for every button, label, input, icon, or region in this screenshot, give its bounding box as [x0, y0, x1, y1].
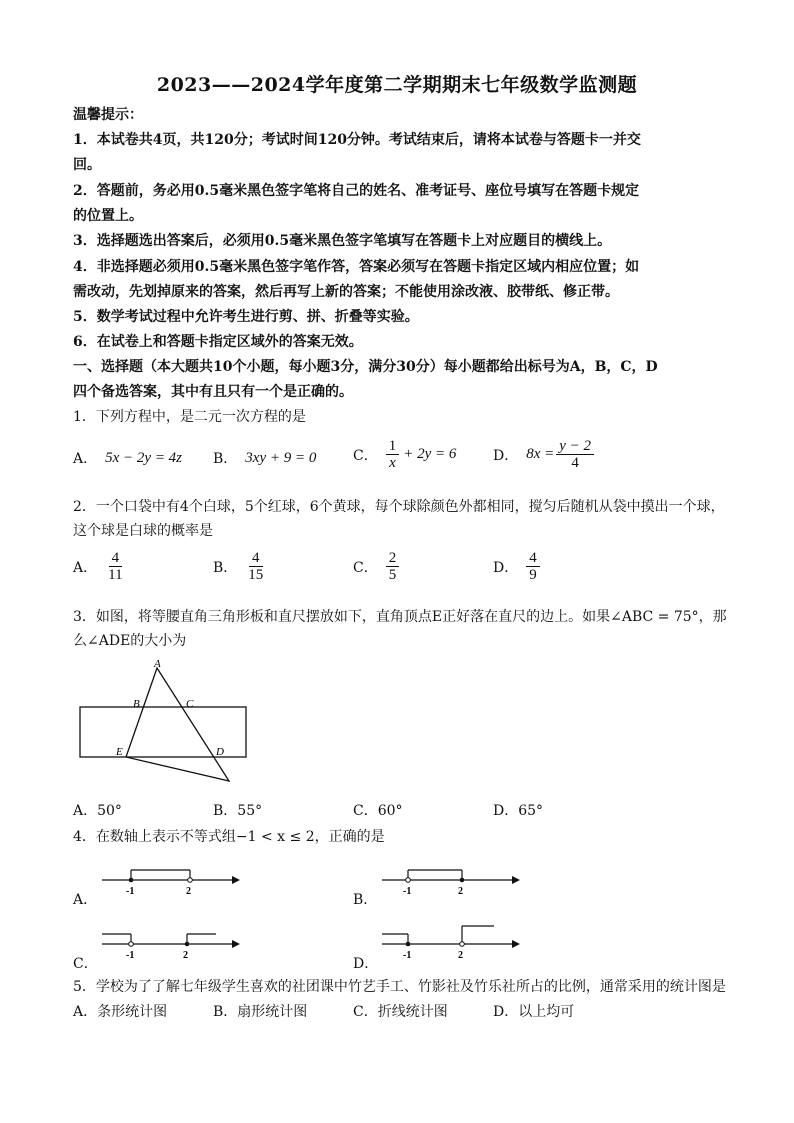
section1-line-2: 四个备选答案，其中有且只有一个是正确的。: [73, 384, 353, 400]
q5-option-d: D．以上均可: [493, 1004, 575, 1020]
notice-line-1: 1．本试卷共4页，共120分；考试时间120分钟。考试结束后，请将本试卷与答题卡一并交: [73, 132, 641, 148]
q4-option-d-label: D．: [353, 956, 379, 972]
q3-line-2: 么∠ADE的大小为: [73, 633, 187, 649]
q1-option-a: A． 5x − 2y = 4z: [73, 449, 183, 467]
q5-stem: 5．学校为了了解七年级学生喜欢的社团课中竹艺手工、竹影社及竹乐社所占的比例，通常采用的统计图是: [73, 979, 726, 995]
q2-option-a: A． $\frac{4}{11}$: [73, 550, 123, 583]
q1-stem: 1．下列方程中，是二元一次方程的是: [73, 409, 306, 425]
svg-text:-1: -1: [403, 950, 412, 961]
q3-option-a: A．50°: [73, 803, 122, 819]
label-b: B: [133, 698, 140, 710]
label-d: D: [216, 746, 224, 758]
q2-option-d: D． $\frac{4}{9}$: [493, 550, 540, 583]
svg-text:2: 2: [458, 950, 463, 961]
svg-text:-1: -1: [126, 950, 135, 961]
q4-numberline-c: [96, 920, 246, 968]
q1-option-b: B． 3xy + 9 = 0: [213, 449, 317, 467]
notice-line-7: 需改动，先划掉原来的答案，然后再写上新的答案；不能使用涂改液、胶带纸、修正带。: [73, 284, 619, 300]
q3-option-d: D．65°: [493, 803, 544, 819]
q2-line-2: 这个球是白球的概率是: [73, 523, 213, 539]
svg-text:-1: -1: [126, 886, 135, 897]
q4-option-c-label: C．: [73, 956, 98, 972]
q5-option-c: C．折线统计图: [353, 1004, 448, 1020]
q3-option-c: C．60°: [353, 803, 403, 819]
svg-text:2: 2: [186, 886, 191, 897]
notice-line-8: 5．数学考试过程中允许考生进行剪、拼、折叠等实验。: [73, 309, 419, 325]
q4-option-a-label: A．: [73, 892, 98, 908]
notice-line-9: 6．在试卷上和答题卡指定区域外的答案无效。: [73, 334, 363, 350]
notice-line-3: 2．答题前，务必用0.5毫米黑色签字笔将自己的姓名、准考证号、座位号填写在答题卡规定: [73, 183, 640, 199]
q2-line-1: 2．一个口袋中有4个白球，5个红球，6个黄球，每个球除颜色外都相同，搅匀后随机从袋中摸出一个球，: [73, 499, 725, 515]
q1-option-d: D． 8x = $\frac{y - 2}{4}$: [493, 438, 594, 471]
q3-option-b: B．55°: [213, 803, 263, 819]
q4-option-b-label: B．: [353, 892, 378, 908]
q3-figure-ruler-triangle: [70, 655, 260, 790]
q4-numberline-d: [376, 920, 526, 968]
q5-option-a: A．条形统计图: [73, 1004, 168, 1020]
svg-text:-1: -1: [403, 886, 412, 897]
q4-stem: 4．在数轴上表示不等式组−1 < x ≤ 2，正确的是: [73, 829, 385, 845]
q2-option-b: B． $\frac{4}{15}$: [213, 550, 264, 583]
label-e: E: [116, 746, 123, 758]
q3-line-1: 3．如图，将等腰直角三角形板和直尺摆放如下，直角顶点E正好落在直尺的边上。如果∠ABC = 75°，那: [73, 609, 727, 625]
label-a: A: [154, 658, 161, 670]
label-c: C: [186, 698, 194, 710]
svg-text:2: 2: [458, 886, 463, 897]
q1-d-fraction: $\frac{y - 2}{4}$: [556, 438, 594, 471]
svg-text:2: 2: [183, 950, 188, 961]
triangle: [126, 668, 229, 781]
q1-option-c: C． $\frac{1}{x}$ + 2y = 6: [353, 438, 457, 471]
q1-c-fraction: $\frac{1}{x}$: [386, 438, 400, 471]
notice-line-4: 的位置上。: [73, 208, 143, 224]
exam-title: 2023——2024学年度第二学期期末七年级数学监测题: [156, 74, 638, 96]
notice-line-6: 4．非选择题必须用0.5毫米黑色签字笔作答，答案必须写在答题卡指定区域内相应位置；如: [73, 259, 640, 275]
q4-numberline-a: [96, 856, 246, 904]
notice-line-5: 3．选择题选出答案后，必须用0.5毫米黑色签字笔填写在答题卡上对应题目的横线上。: [73, 233, 612, 249]
notice-heading: 温馨提示：: [73, 107, 143, 123]
notice-line-2: 回。: [73, 157, 101, 173]
section1-line-1: 一、选择题（本大题共10个小题，每小题3分，满分30分）每小题都给出标号为A，B，C，D: [73, 359, 658, 375]
q4-numberline-b: [376, 856, 526, 904]
q5-option-b: B．扇形统计图: [213, 1004, 308, 1020]
q2-option-c: C． $\frac{2}{5}$: [353, 550, 399, 583]
